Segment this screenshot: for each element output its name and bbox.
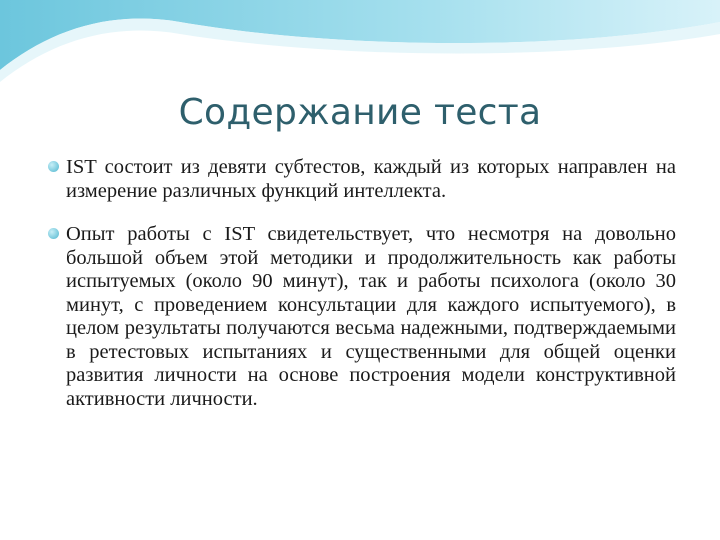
bullet-item bbox=[48, 223, 676, 411]
bullet-dot-icon bbox=[48, 161, 59, 172]
bullet-item bbox=[48, 156, 676, 203]
bullet-dot-icon bbox=[48, 228, 59, 239]
slide-title: Содержание теста bbox=[178, 92, 542, 133]
bullet-text: IST состоит из девяти субтестов, каждый из которых направлен на измерение различных функций интеллекта. bbox=[66, 156, 676, 202]
bullet-list bbox=[48, 156, 676, 431]
header-wave-decoration bbox=[0, 0, 720, 90]
bullet-text: Опыт работы с IST свидетельствует, что несмотря на довольно большой объем этой методики и продолжительность как работы испытуемых (около 90 минут), так и работы психолога (около 30 минут, с проведением консультации для каждого испытуемого), в целом результаты получаются весьма надежными, подтверждаемыми в ретестовых испытаниях и существенными для общей оценки развития личности на основе построения модели конструктивной активности личности. bbox=[66, 223, 676, 410]
